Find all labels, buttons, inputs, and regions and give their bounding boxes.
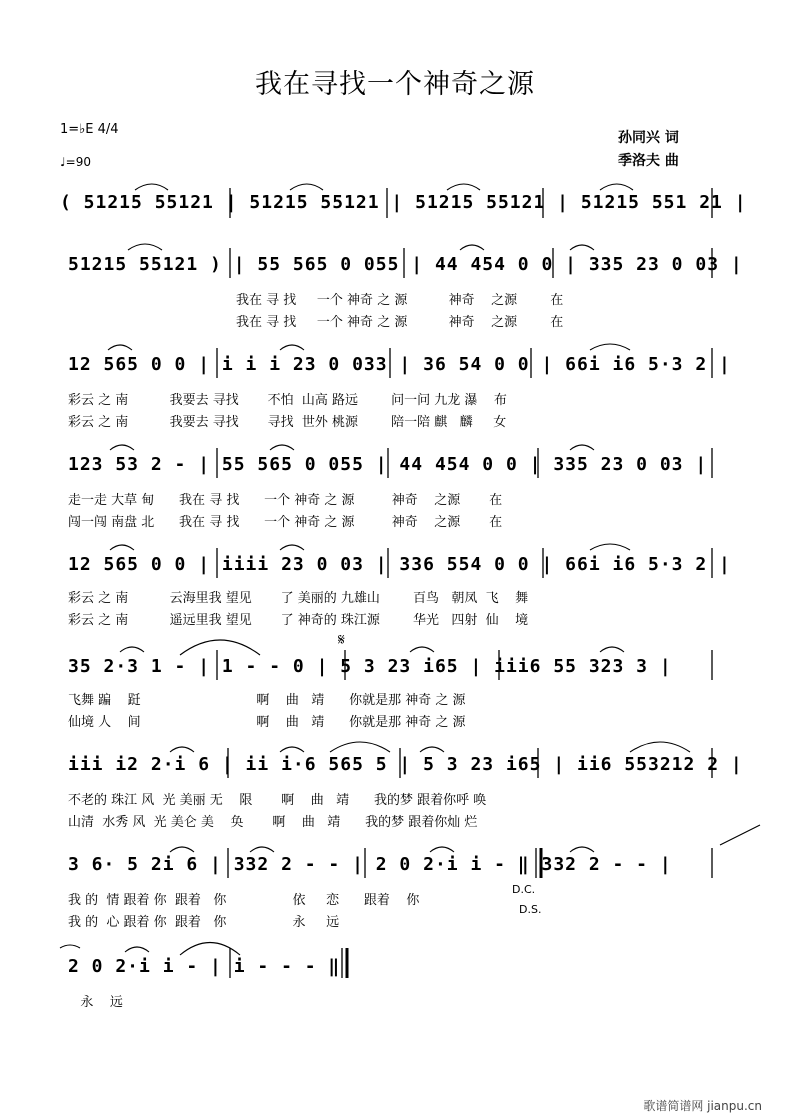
- notation-line-2: 51215 55121 ) | 55 565 0 055 | 44 454 0 0 | 335 23 0 03 |: [68, 254, 743, 275]
- lyric-line-4b: 闯一闯 南盘 北 我在 寻 找 一个 神奇 之 源 神奇 之源 在: [68, 515, 503, 530]
- tempo-marking: ♩=90: [60, 155, 91, 169]
- notation-line-8: 3 6· 5 2i 6 | 332 2 - - | 2 0 2·i i - ‖ 332 2 - - |: [68, 854, 672, 875]
- notation-line-4: 123 53 2 - | 55 565 0 055 | 44 454 0 0 | 335 23 0 03 |: [68, 454, 708, 475]
- page-title: 我在寻找一个神奇之源: [255, 69, 535, 100]
- key-signature: 1=♭E 4/4: [60, 122, 119, 137]
- composer-credit: 季洛夫 曲: [618, 153, 679, 169]
- lyric-line-2a: 我在 寻 找 一个 神奇 之 源 神奇 之源 在: [236, 293, 564, 308]
- notation-line-1: ( 51215 55121 | 51215 55121 | 51215 55121 | 51215 551 21 |: [60, 192, 747, 213]
- notation-line-3: 12 565 0 0 | i i i 23 0 033 | 36 54 0 0 | 66i i6 5·3 2 |: [68, 354, 731, 375]
- site-watermark: 歌谱简谱网 jianpu.cn: [643, 1099, 762, 1113]
- notation-line-6: 35 2·3 1 - | 1 - - 0 | 5 3 23 i65 | iii6 55 323 3 |: [68, 656, 672, 677]
- lyric-line-5a: 彩云 之 南 云海里我 望见 了 美丽的 九雄山 百鸟 朝凤 飞 舞: [68, 591, 529, 606]
- lyric-line-8a: 我 的 情 跟着 你 跟着 你 依 恋 跟着 你: [68, 893, 420, 908]
- segno-sign: 𝄋: [338, 630, 345, 649]
- dc-marking: D.C.: [512, 883, 536, 896]
- lyric-line-3b: 彩云 之 南 我要去 寻找 寻找 世外 桃源 陪一陪 麒 麟 女: [68, 415, 507, 430]
- notation-line-5: 12 565 0 0 | iiii 23 0 03 | 336 554 0 0 | 66i i6 5·3 2 |: [68, 554, 731, 575]
- lyric-line-6b: 仙境 人 间 啊 曲 靖 你就是那 神奇 之 源: [68, 715, 466, 730]
- ds-marking: D.S.: [519, 903, 542, 916]
- lyricist-credit: 孙同兴 词: [618, 130, 679, 146]
- lyric-line-5b: 彩云 之 南 遥远里我 望见 了 神奇的 珠江源 华光 四射 仙 境: [68, 613, 529, 628]
- lyric-line-8b: 我 的 心 跟着 你 跟着 你 永 远: [68, 915, 340, 930]
- lyric-line-4a: 走一走 大草 甸 我在 寻 找 一个 神奇 之 源 神奇 之源 在: [68, 493, 503, 508]
- notation-line-7: iii i2 2·i 6 | ii i·6 565 5 | 5 3 23 i65 | ii6 553212 2 |: [68, 754, 743, 775]
- lyric-line-9: 永 远: [68, 995, 123, 1010]
- lyric-line-2b: 我在 寻 找 一个 神奇 之 源 神奇 之源 在: [236, 315, 564, 330]
- lyric-line-7b: 山清 水秀 风 光 美仑 美 奂 啊 曲 靖 我的梦 跟着你灿 烂: [68, 815, 478, 830]
- notation-line-9: 2 0 2·i i - | i - - - ‖: [68, 956, 341, 977]
- lyric-line-3a: 彩云 之 南 我要去 寻找 不怕 山高 路远 问一问 九龙 瀑 布: [68, 393, 507, 408]
- lyric-line-7a: 不老的 珠江 风 光 美丽 无 限 啊 曲 靖 我的梦 跟着你呼 唤: [68, 793, 487, 808]
- lyric-line-6a: 飞舞 蹁 跹 啊 曲 靖 你就是那 神奇 之 源: [68, 693, 466, 708]
